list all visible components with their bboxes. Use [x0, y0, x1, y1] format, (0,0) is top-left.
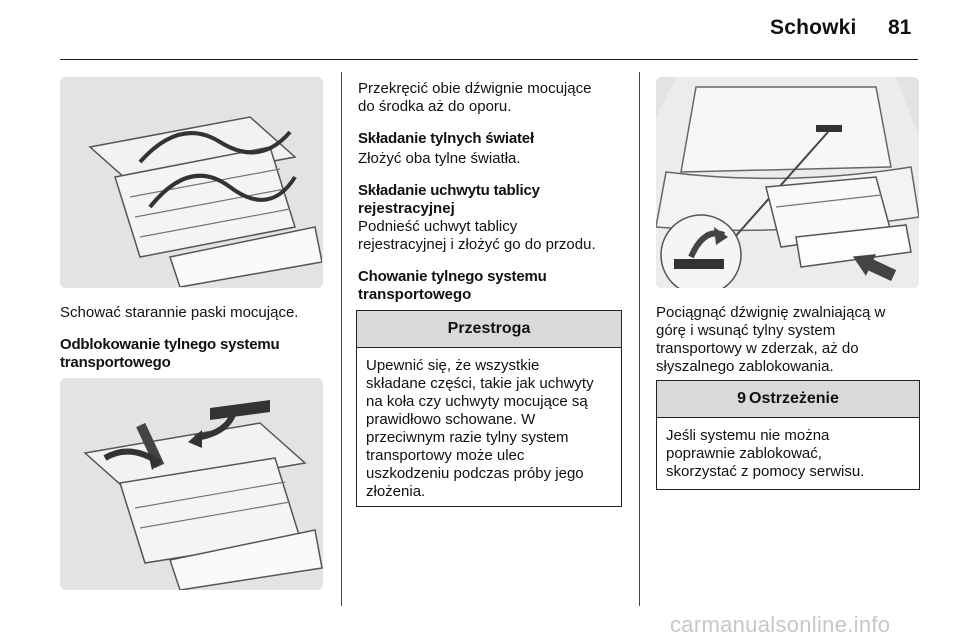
watermark-text: carmanualsonline.info: [670, 612, 891, 637]
column-divider-1: [341, 72, 342, 606]
heading-fold-plate-holder-2: rejestracyjnej: [358, 200, 455, 217]
warning-line: skorzystać z pomocy serwisu.: [666, 463, 865, 480]
warning-line: Jeśli systemu nie można: [666, 427, 830, 444]
header-divider: [60, 59, 918, 60]
caution-line: na koła czy uchwyty mocujące są: [366, 393, 588, 410]
paragraph-turn-levers-2: do środka aż do oporu.: [358, 98, 512, 115]
illustration-strap-stowing: [60, 77, 323, 288]
caution-line: Upewnić się, że wszystkie: [366, 357, 540, 374]
caution-line: składane części, takie jak uchwyty: [366, 375, 594, 392]
paragraph-fold-plate-1: Podnieść uchwyt tablicy: [358, 218, 518, 235]
warning-line: poprawnie zablokować,: [666, 445, 822, 462]
caution-line: złożenia.: [366, 483, 426, 500]
paragraph-pull-lever-3: transportowy w zderzak, aż do: [656, 340, 859, 357]
paragraph-stow-straps: Schować starannie paski mocujące.: [60, 304, 299, 321]
column-divider-2: [639, 72, 640, 606]
caution-line: uszkodzeniu podczas próby jego: [366, 465, 584, 482]
paragraph-fold-plate-2: rejestracyjnej i złożyć go do przodu.: [358, 236, 596, 253]
heading-stow-system-1: Chowanie tylnego systemu: [358, 268, 547, 285]
heading-stow-system-2: transportowego: [358, 286, 472, 303]
illustration-unlock-levers: [60, 378, 323, 590]
illustration-release-lever: [656, 77, 919, 288]
heading-fold-lights: Składanie tylnych świateł: [358, 130, 534, 147]
paragraph-turn-levers-1: Przekręcić obie dźwignie mocujące: [358, 80, 592, 97]
warning-title: Ostrzeżenie: [749, 390, 839, 407]
heading-unlock-system: Odblokowanie tylnego systemu transportowego: [60, 336, 280, 371]
paragraph-fold-lights: Złożyć oba tylne światła.: [358, 150, 521, 167]
page-number: 81: [888, 16, 912, 39]
page-title: Schowki: [770, 16, 857, 39]
caution-line: transportowy może ulec: [366, 447, 525, 464]
caution-line: przeciwnym razie tylny system: [366, 429, 569, 446]
paragraph-pull-lever-4: słyszalnego zablokowania.: [656, 358, 834, 375]
caution-line: prawidłowo schowane. W: [366, 411, 536, 428]
warning-header: [657, 381, 919, 418]
paragraph-pull-lever-2: górę i wsunąć tylny system: [656, 322, 836, 339]
heading-fold-plate-holder-1: Składanie uchwytu tablicy: [358, 182, 540, 199]
caution-title: Przestroga: [357, 311, 621, 348]
caution-box: [356, 310, 622, 507]
warning-icon: 9: [737, 390, 747, 407]
warning-box: [656, 380, 920, 490]
paragraph-pull-lever-1: Pociągnąć dźwignię zwalniającą w: [656, 304, 886, 321]
